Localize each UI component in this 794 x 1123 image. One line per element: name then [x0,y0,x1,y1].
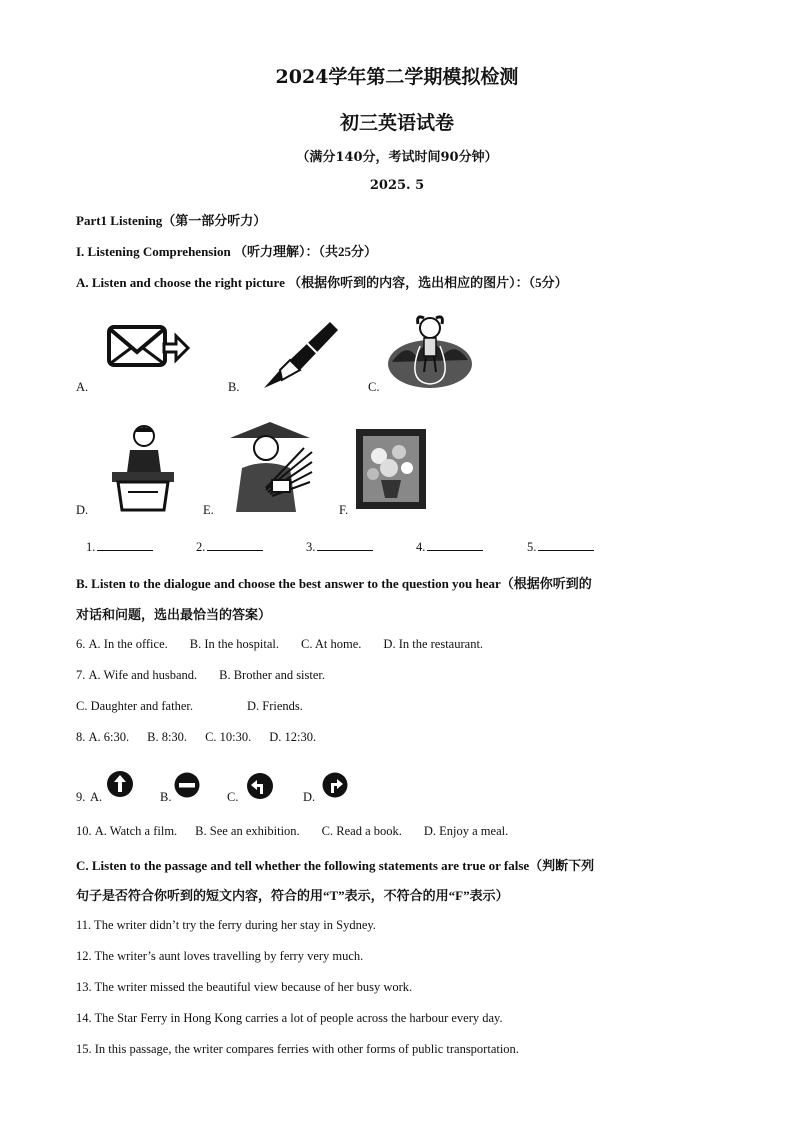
q9-label-c[interactable]: C. [227,790,239,804]
q8-option-d[interactable]: D. 12:30. [269,730,317,744]
statement-14: 14. The Star Ferry in Hong Kong carries a lot of people across the harbour every day. [76,1011,503,1025]
answer-blank-4[interactable]: 4. [416,538,483,555]
girl-skipping-rope-picture [386,312,474,392]
q8-option-a[interactable]: A. 6:30. [88,730,130,744]
q10-option-a[interactable]: A. Watch a film. [94,824,178,838]
q9-label-d[interactable]: D. [303,790,316,804]
exam-subtitle: 初三英语试卷 [339,112,454,134]
statement-13: 13. The writer missed the beautiful view because of her busy work. [76,980,413,994]
question-6: 6. A. In the office. B. In the hospital. C. At home. D. In the restaurant. [76,637,484,651]
turn-right-sign-icon [322,772,348,798]
section-1-heading: I. Listening Comprehension （听力理解）：（共25分） [76,244,377,259]
arrow-up-sign-icon [106,770,134,798]
exam-info: （满分140分，考试时间90分钟） [296,150,498,165]
q10-option-d[interactable]: D. Enjoy a meal. [423,824,509,838]
section-b-heading-line1: B. Listen to the dialogue and choose the best answer to the question you hear（根据你听到的 [76,576,592,591]
answer-blank-5[interactable]: 5. [527,538,594,555]
q10-option-b[interactable]: B. See an exhibition. [195,824,300,838]
picture-label-a: A. [76,380,89,394]
fountain-pen-icon [260,318,340,390]
exam-date: 2025. 5 [369,178,425,193]
q7-option-d[interactable]: D. Friends. [246,699,303,713]
picture-label-f: F. [339,503,349,517]
turn-left-sign-icon [246,772,274,800]
statement-15: 15. In this passage, the writer compares ferries with other forms of public transportation. [76,1042,519,1056]
answer-blank-2[interactable]: 2. [196,538,263,555]
section-a-heading: A. Listen and choose the right picture （根据你听到的内容，选出相应的图片）：（5分） [76,275,568,290]
q6-option-a[interactable]: A. In the office. [88,637,168,651]
farmer-with-wheat-picture [226,418,314,512]
statement-11: 11. The writer didn’t try the ferry during her stay in Sydney. [76,918,376,932]
q6-option-c[interactable]: C. At home. [301,637,362,651]
envelope-arrow-icon [106,322,190,372]
q9-label-b[interactable]: B. [160,790,172,804]
q7-option-b[interactable]: B. Brother and sister. [219,668,326,682]
statement-12: 12. The writer’s aunt loves travelling by ferry very much. [76,949,364,963]
q10-option-c[interactable]: C. Read a book. [321,824,402,838]
no-entry-sign-icon [174,772,200,798]
q8-option-c[interactable]: C. 10:30. [205,730,252,744]
q6-option-d[interactable]: D. In the restaurant. [383,637,484,651]
picture-label-e: E. [203,503,214,517]
section-c-heading-line1: C. Listen to the passage and tell whether the following statements are true or false（判断下列 [76,858,595,873]
picture-label-d: D. [76,503,89,517]
q7-option-c[interactable]: C. Daughter and father. [76,699,193,713]
part1-heading: Part1 Listening（第一部分听力） [76,213,267,228]
answer-blank-1[interactable]: 1. [86,538,153,555]
question-10: 10. A. Watch a film. B. See an exhibition. C. Read a book. D. Enjoy a meal. [76,824,509,838]
section-c-heading-line2: 句子是否符合你听到的短文内容，符合的用“T”表示，不符合的用“F”表示） [76,888,509,903]
picture-label-c: C. [368,380,380,394]
section-b-heading-line2: 对话和问题，选出最恰当的答案） [76,607,272,622]
q6-option-b[interactable]: B. In the hospital. [189,637,279,651]
q9-label-a[interactable]: A. [90,790,103,804]
speaker-at-podium-picture [102,422,178,512]
exam-title: 2024学年第二学期模拟检测 [275,66,519,88]
question-8: 8. A. 6:30. B. 8:30. C. 10:30. D. 12:30. [76,730,317,744]
framed-flower-painting-picture [355,428,427,512]
answer-blank-3[interactable]: 3. [306,538,373,555]
q7-option-a[interactable]: A. Wife and husband. [88,668,198,682]
question-9-number: 9. [76,790,86,804]
q8-option-b[interactable]: B. 8:30. [147,730,188,744]
picture-label-b: B. [228,380,240,394]
question-7: 7. A. Wife and husband. B. Brother and sister. [76,668,326,682]
question-7-line2 [76,699,325,714]
